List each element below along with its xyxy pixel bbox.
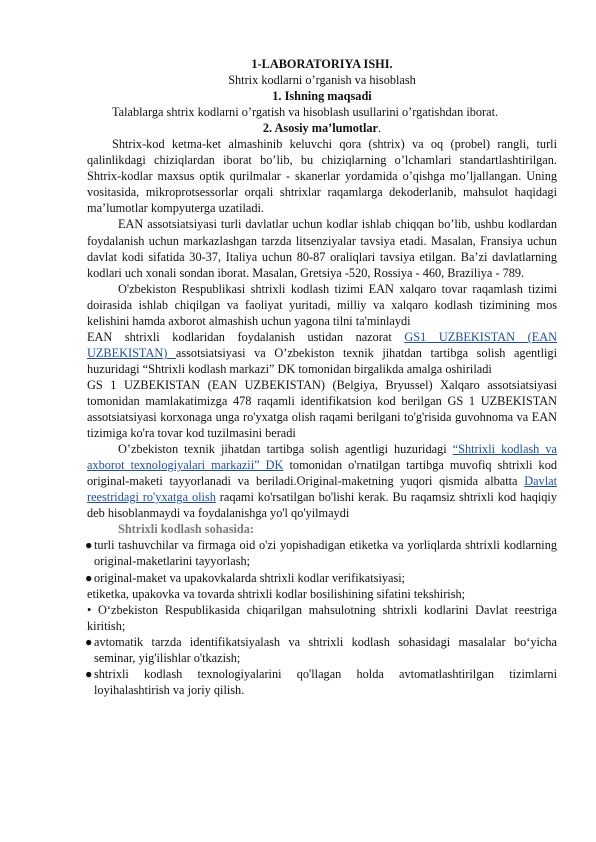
p4-text-after: assotsiatsiyasi va O’zbekiston texnik jihatdan tartibga solish agentligi huzuridagi “Shtrixli kodlash markazi” DK tomonidan birgalikda amalga oshiriladi — [87, 345, 557, 376]
paragraph-ean-control — [87, 329, 557, 377]
section1-heading: 1. Ishning maqsadi — [272, 89, 372, 104]
p6-text-before: O’zbekiston texnik jihatdan tartibga solish agentligi huzuridagi — [118, 442, 453, 457]
paragraph-ean-codes: EAN assotsiatsiyasi turli davlatlar uchun kodlar ishlab chiqqan bo’lib, ushbu kodlardan foydalanish uchun markazlashgan tarzda litsenziyalar tavsiya etadi. Masalan, Fransiya uchun davlat kodi sifatida 30-37, Italiya uchun 80-87 oraliqlari tavsiya etilgan. Ba’zi davlatlarning kodlari uch xonali sondan iborat. Masalan, Gretsiya -520, Rossiya - 460, Braziliya - 789. — [87, 217, 557, 280]
bullet-item — [87, 570, 557, 586]
bullet-item — [87, 634, 557, 666]
paragraph-original-layout — [87, 441, 557, 521]
bullet-text: shtrixli kodlash texnologiyalarini qo'llagan holda avtomatlashtirilgan tizimlarni loyihalashtirish va joriy qilish. — [94, 666, 557, 697]
bullet-dot-icon: ● — [85, 634, 93, 649]
bullet-item — [87, 666, 557, 698]
section2-heading-tail: . — [378, 121, 382, 136]
bullet-dot-icon: ● — [85, 666, 93, 681]
bullet-text: turli tashuvchilar va firmaga oid o'zi yopishadigan etiketka va yorliqlarda shtrixli kodlarning original-maketlarini tayyorlash; — [94, 538, 557, 569]
page-title: 1-LABORATORIYA ISHI. — [251, 57, 393, 71]
document-page — [87, 56, 557, 698]
small-bullet-line: • O‘zbekiston Respublikasida chiqarilgan mahsulotning shtrixli kodlarini Davlat reestriga kiritish; — [87, 602, 557, 633]
section2-heading: 2. Asosiy ma’lumotlar — [262, 121, 379, 136]
bullet-text: original-maket va upakovkalarda shtrixli kodlar verifikatsiyasi; — [94, 570, 406, 585]
p6-text-middle: tomonidan o'rnatilgan tartibga muvofiq shtrixli kod original-maketi tayyorlanadi va beriladi.Original-maketning yuqori qismida albatta — [87, 458, 557, 489]
section3-heading: Shtrixli kodlash sohasida: — [118, 522, 254, 537]
bullet-item — [87, 537, 557, 569]
state-register-link[interactable]: Davlat reestridagi ro'yxatga olish — [87, 474, 557, 505]
gs1-uzbekistan-link[interactable]: GS1 UZBEKISTAN (EAN UZBEKISTAN) — [87, 329, 557, 360]
paragraph-gs1-association: GS 1 UZBEKISTAN (EAN UZBEKISTAN) (Belgiya, Bryussel) Xalqaro assotsiatsiyasi tomonidan mamlakatimizga 478 raqamli identifikatsion kod berilgan GS 1 UZBEKISTAN assotsiatsiyasi korxonaga unga ro'yxatga olish raqami berilgani to'g'risida guvohnoma va EAN tizimiga ko'ra tovar kod tuzilmasini beradi — [87, 377, 557, 441]
paragraph-barcode-definition: Shtrix-kod ketma-ket almashinib keluvchi qora (shtrix) va oq (probel) rangli, turli qalinlikdagi chiziqlardan iborat bo’lib, bu chiziqlarning o’lchamlari standartlashtirilgan. Shtrix-kodlar maxsus optik qurilmalar - skanerlar yordamida o’qishga mo’ljallangan. Uning vositasida, mikroprotsessorlar orqali shtrixlar raqamlarga dekoderlanib, mahsulot haqidagi ma’lumotlar kompyuterga uzatiladi. — [87, 137, 557, 216]
barcode-center-link[interactable]: “Shtrixli kodlash va axborot texnologiyalari markazii” DK — [87, 442, 557, 473]
section2-heading-line — [87, 120, 557, 136]
p6-text-after: raqami ko'rsatilgan bo'lishi kerak. Bu raqamsiz shtrixli kod haqiqiy deb hisoblanmaydi va foydalanishga yo'l qo'yilmaydi — [87, 490, 557, 521]
page-subtitle: Shtrix kodlarni o’rganish va hisoblash — [228, 73, 416, 88]
bullet-text: avtomatik tarzda identifikatsiyalash va shtrixli kodlash sohasidagi masalalar bo‘yicha seminar, yig'ilishlar o'tkazish; — [94, 634, 557, 665]
plain-list-line: etiketka, upakovka va tovarda shtrixli kodlar bosilishining sifatini tekshirish; — [87, 586, 466, 601]
bullet-dot-icon: ● — [85, 538, 93, 553]
paragraph-uzbekistan-system: O'zbekiston Respublikasi shtrixli kodlash tizimi EAN xalqaro tovar raqamlash tizimi doirasida ishlab chiqilgan va faoliyat yuritadi, milliy va xalqaro kodlash tizimining mos kelishini hamda axborot almashish uchun yagona tilni ta'minlaydi — [87, 281, 557, 328]
bullet-dot-icon: ● — [85, 570, 93, 585]
p4-text-before: EAN shtrixli kodlaridan foydalanish ustidan nazorat — [87, 329, 405, 344]
section1-text: Talablarga shtrix kodlarni o’rgatish va hisoblash usullarini o’rgatishdan iborat. — [112, 105, 499, 120]
